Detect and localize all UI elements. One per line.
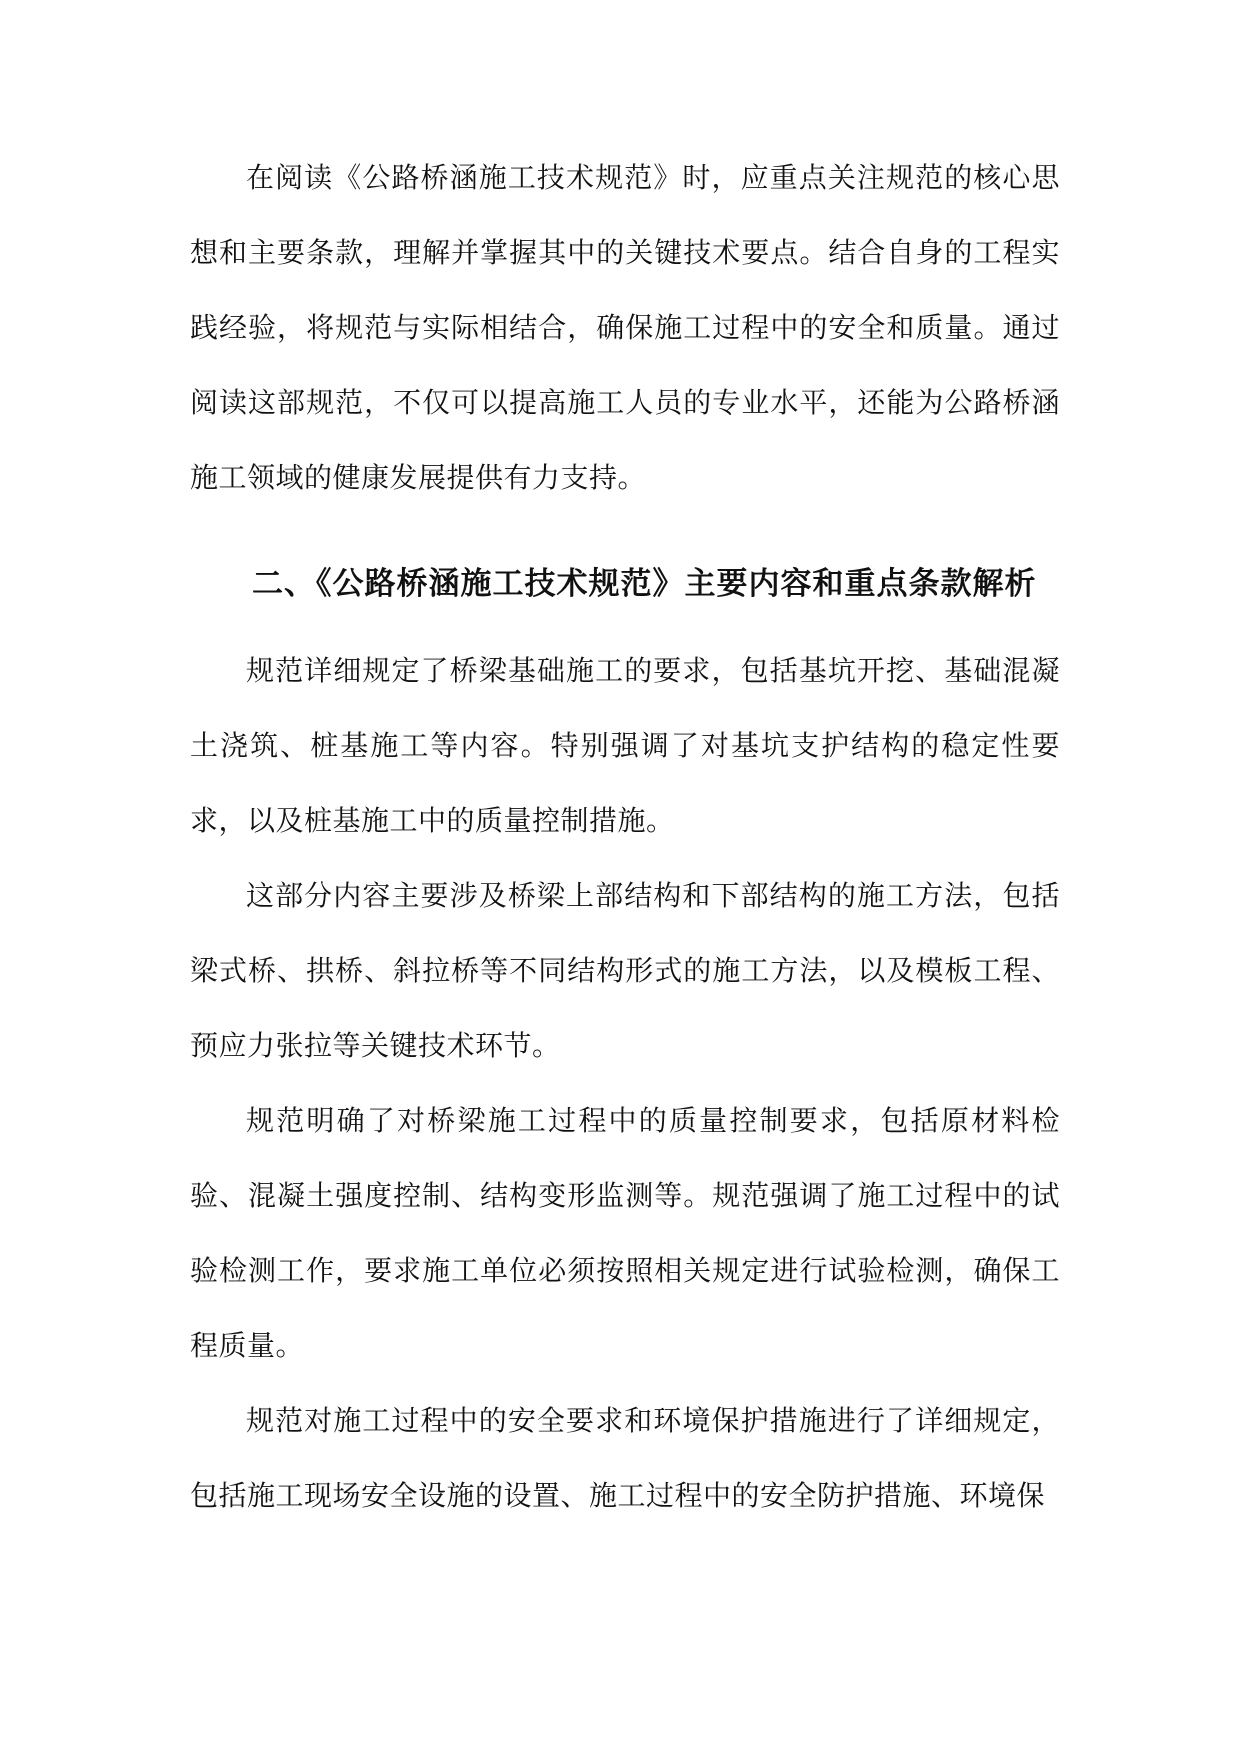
section-heading: 二、《公路桥涵施工技术规范》主要内容和重点条款解析 bbox=[252, 566, 1037, 602]
paragraph-foundation-construction: 规范详细规定了桥梁基础施工的要求，包括基坑开挖、基础混凝土浇筑、桩基施工等内容。特别强调了对基坑支护结构的稳定性要求，以及桩基施工中的质量控制措施。 bbox=[190, 654, 1060, 837]
paragraph-safety-environment: 规范对施工过程中的安全要求和环境保护措施进行了详细规定，包括施工现场安全设施的设置、施工过程中的安全防护措施、环境保 bbox=[190, 1404, 1060, 1512]
paragraph-structure-methods: 这部分内容主要涉及桥梁上部结构和下部结构的施工方法，包括梁式桥、拱桥、斜拉桥等不同结构形式的施工方法，以及模板工程、预应力张拉等关键技术环节。 bbox=[190, 879, 1060, 1062]
page-body bbox=[190, 140, 1060, 1533]
paragraph-reading-advice: 在阅读《公路桥涵施工技术规范》时，应重点关注规范的核心思想和主要条款，理解并掌握其中的关键技术要点。结合自身的工程实践经验，将规范与实际相结合，确保施工过程中的安全和质量。通过阅读这部规范，不仅可以提高施工人员的专业水平，还能为公路桥涵施工领域的健康发展提供有力支持。 bbox=[190, 161, 1060, 494]
paragraph-quality-control: 规范明确了对桥梁施工过程中的质量控制要求，包括原材料检验、混凝土强度控制、结构变形监测等。规范强调了施工过程中的试验检测工作，要求施工单位必须按照相关规定进行试验检测，确保工程质量。 bbox=[190, 1104, 1060, 1362]
